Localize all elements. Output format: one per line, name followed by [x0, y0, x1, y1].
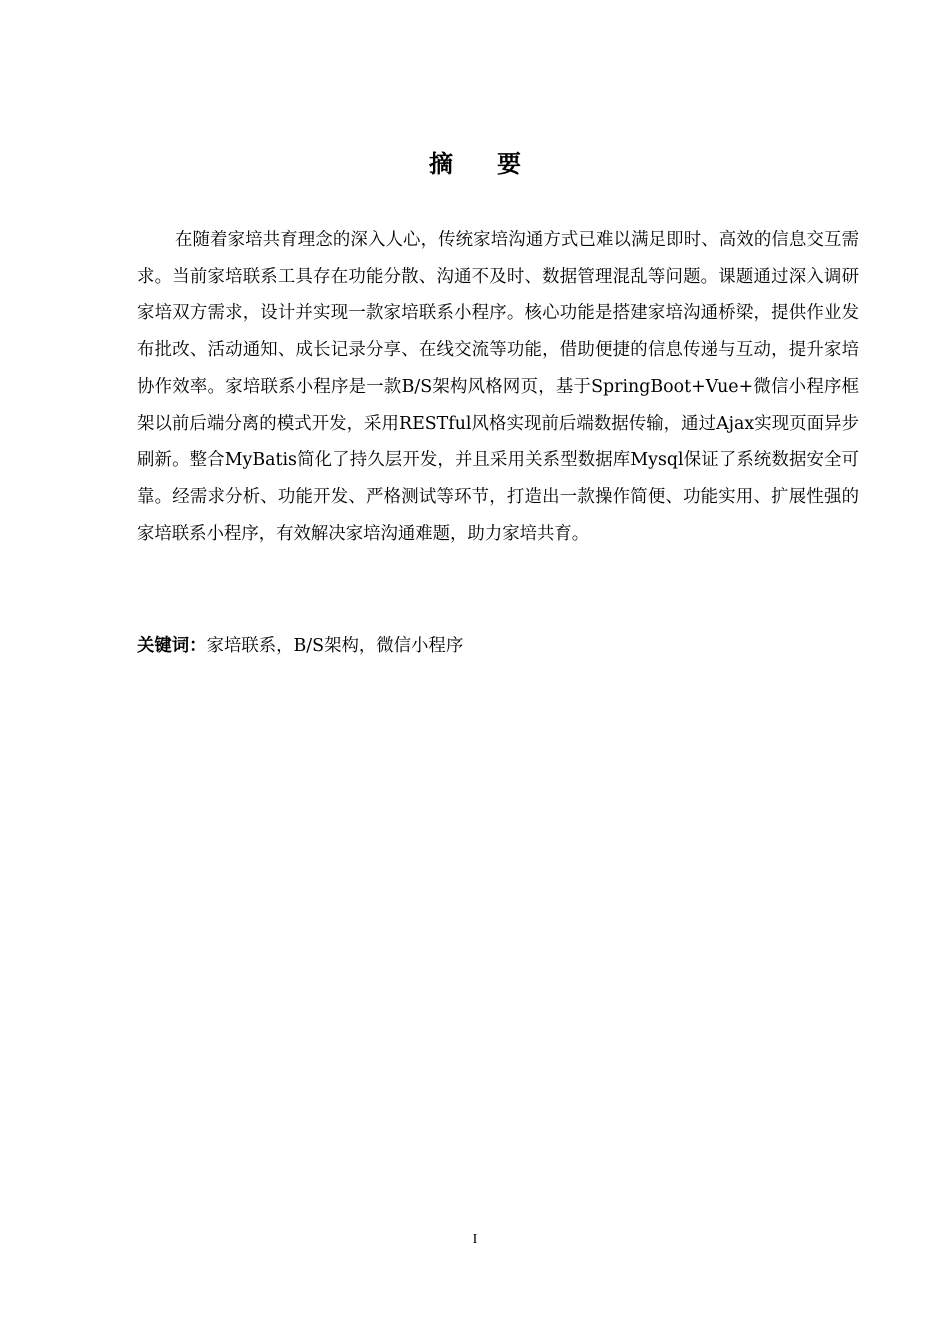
keywords-label: 关键词： — [137, 636, 207, 656]
abstract-paragraph: 在随着家培共育理念的深入人心，传统家培沟通方式已难以满足即时、高效的信息交互需求。当前家培联系工具存在功能分散、沟通不及时、数据管理混乱等问题。课题通过深入调研家培双方需求，设计并实现一款家培联系小程序。核心功能是搭建家培沟通桥梁，提供作业发布批改、活动通知、成长记录分享、在线交流等功能，借助便捷的信息传递与互动，提升家培协作效率。家培联系小程序是一款B/S架构风格网页，基于SpringBoot+Vue+微信小程序框架以前后端分离的模式开发，采用RESTful风格实现前后端数据传输，通过Ajax实现页面异步刷新。整合MyBatis简化了持久层开发，并且采用关系型数据库Mysql保证了系统数据安全可靠。经需求分析、功能开发、严格测试等环节，打造出一款操作简便、功能实用、扩展性强的家培联系小程序，有效解决家培沟通难题，助力家培共育。 — [137, 230, 859, 544]
keywords-text: 家培联系，B/S架构，微信小程序 — [206, 636, 464, 656]
abstract-title: 摘要 — [429, 150, 565, 178]
keywords-line — [137, 628, 859, 664]
page-number: I — [472, 1232, 478, 1247]
